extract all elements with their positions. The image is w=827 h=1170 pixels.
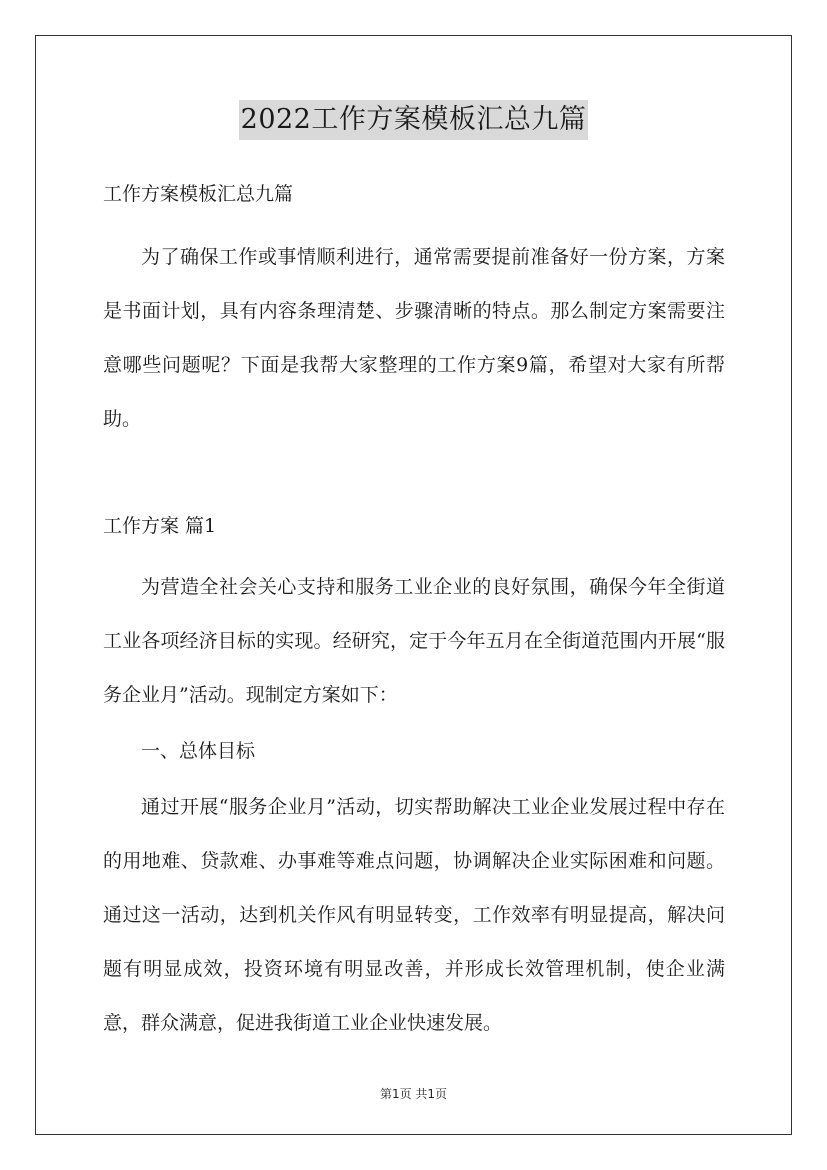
item-paragraph: 通过开展“服务企业月”活动，切实帮助解决工业企业发展过程中存在的用地难、贷款难、办事难等难点问题，协调解决企业实际困难和问题。通过这一活动，达到机关作风有明显转变，工作效率有明显提高，解决问题有明显成效，投资环境有明显改善，并形成长效管理机制，使企业满意，群众满意，促进我街道工业企业快速发展。 bbox=[103, 796, 725, 1034]
document-title: 2022工作方案模板汇总九篇 bbox=[239, 100, 589, 140]
intro-paragraph: 为了确保工作或事情顺利进行，通常需要提前准备好一份方案，方案是书面计划，具有内容条理清楚、步骤清晰的特点。那么制定方案需要注意哪些问题呢？下面是我帮大家整理的工作方案9篇，希望对大家有所帮助。 bbox=[103, 246, 725, 430]
title-container bbox=[0, 100, 827, 140]
section-paragraph: 为营造全社会关心支持和服务工业企业的良好氛围，确保今年全街道工业各项经济目标的实现。经研究，定于今年五月在全街道范围内开展“服务企业月”活动。现制定方案如下： bbox=[103, 576, 725, 706]
item-heading: 一、总体目标 bbox=[141, 740, 256, 762]
section-heading: 工作方案 篇1 bbox=[103, 515, 217, 537]
document-subtitle: 工作方案模板汇总九篇 bbox=[103, 183, 294, 205]
page-footer: 第1页 共1页 bbox=[379, 1087, 448, 1101]
document-body bbox=[103, 176, 725, 1052]
